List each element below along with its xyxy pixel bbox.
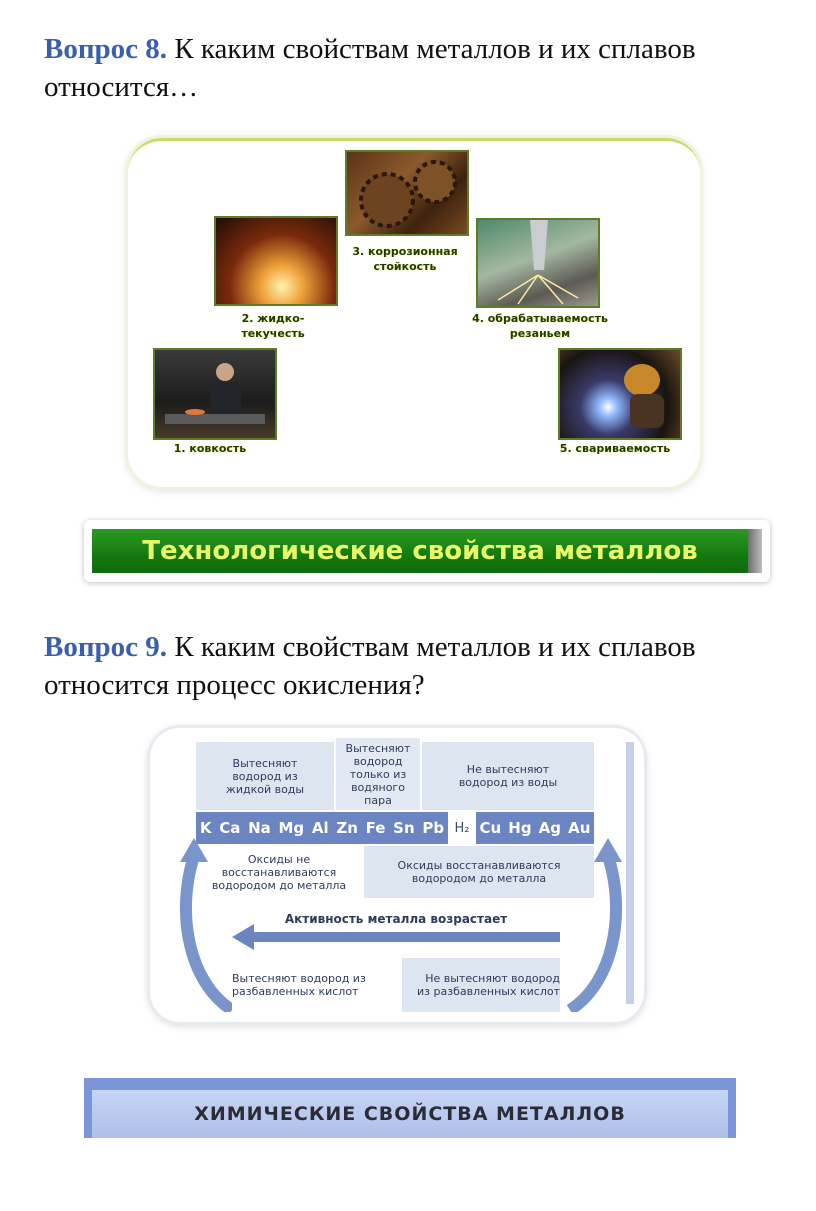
blacksmith-icon <box>155 350 275 438</box>
gears-icon <box>347 152 467 234</box>
metal-mg: Mg <box>278 819 305 837</box>
answer-banner-9 <box>84 1078 736 1138</box>
banner-edge <box>748 529 762 573</box>
cell-no-water-text: Не вытесняют водород из воды <box>458 763 558 789</box>
metal-zn: Zn <box>336 819 358 837</box>
caption-machinability <box>455 311 625 341</box>
cell-steam-text: Вытесняют водород только из водяного пара <box>345 741 411 807</box>
metal-au: Au <box>568 819 591 837</box>
metal-hg: Hg <box>508 819 532 837</box>
caption-fluidity-text: 2. жидко- текучесть <box>241 312 305 340</box>
cell-steam <box>336 738 420 810</box>
caption-forgeability-text: 1. ковкость <box>173 442 247 455</box>
activity-label: Активность металла возрастает <box>284 912 508 926</box>
question-9-number: Вопрос 9. <box>44 631 168 663</box>
photo-weldability <box>558 348 682 440</box>
cell-liquid-water <box>196 742 334 810</box>
metal-k: K <box>199 819 212 837</box>
hydrogen: H₂ <box>448 812 476 844</box>
welder-icon <box>560 350 680 438</box>
cell-liquid-water-text: Вытесняют водород из жидкой воды <box>225 756 305 796</box>
right-curve-arrow <box>570 856 616 1010</box>
cell-acids-displace-text: Вытесняют водород из разбавленных кислот <box>232 972 366 998</box>
metal-fe: Fe <box>365 819 386 837</box>
caption-corrosion-text: 3. коррозионная стойкость <box>352 245 458 273</box>
left-curve-arrow <box>186 856 232 1010</box>
photo-fluidity <box>214 216 338 306</box>
metal-al: Al <box>311 819 329 837</box>
answer-banner-8 <box>84 520 770 582</box>
arrow-up-icon <box>180 838 208 862</box>
caption-weldability <box>545 441 685 456</box>
arrow-left-icon <box>232 924 254 950</box>
cell-oxides-not-reduced-text: Оксиды не восстанавливаются водородом до металла <box>211 852 347 892</box>
metal-sn: Sn <box>393 819 415 837</box>
activity-arrow-shaft <box>250 932 560 942</box>
caption-fluidity <box>208 311 338 341</box>
question-8-number: Вопрос 8. <box>44 33 168 65</box>
cell-oxides-reduced-text: Оксиды восстанавливаются водородом до металла <box>397 859 561 885</box>
metal-na: Na <box>248 819 271 837</box>
answer-9-text: ХИМИЧЕСКИЕ СВОЙСТВА МЕТАЛЛОВ <box>92 1090 728 1138</box>
metal-ca: Ca <box>219 819 241 837</box>
cell-no-water <box>422 742 594 810</box>
photo-machinability <box>476 218 600 308</box>
sparks-icon <box>478 220 598 306</box>
photo-corrosion <box>345 150 469 236</box>
cell-acids-not-displace-text: Не вытесняют водород из разбавленных кислот <box>417 972 560 998</box>
caption-forgeability <box>150 441 270 456</box>
photo-forgeability <box>153 348 277 440</box>
caption-weldability-text: 5. свариваемость <box>559 442 671 455</box>
metal-cu: Cu <box>479 819 502 837</box>
arrow-up-icon <box>594 838 622 862</box>
metal-pb: Pb <box>422 819 445 837</box>
question-8 <box>44 30 784 106</box>
cell-acids-displace <box>232 958 390 1012</box>
question-9-text: К каким свойствам металлов и их сплавов относится процесс окисления? <box>44 631 696 701</box>
cell-acids-not-displace <box>402 958 560 1012</box>
question-9 <box>44 628 784 704</box>
caption-corrosion <box>330 244 480 274</box>
metal-ag: Ag <box>538 819 562 837</box>
caption-machinability-text: 4. обрабатываемость резаньем <box>472 312 608 340</box>
question-8-text: К каким свойствам металлов и их сплавов относится… <box>44 33 696 103</box>
answer-8-text: Технологические свойства металлов <box>92 529 748 573</box>
